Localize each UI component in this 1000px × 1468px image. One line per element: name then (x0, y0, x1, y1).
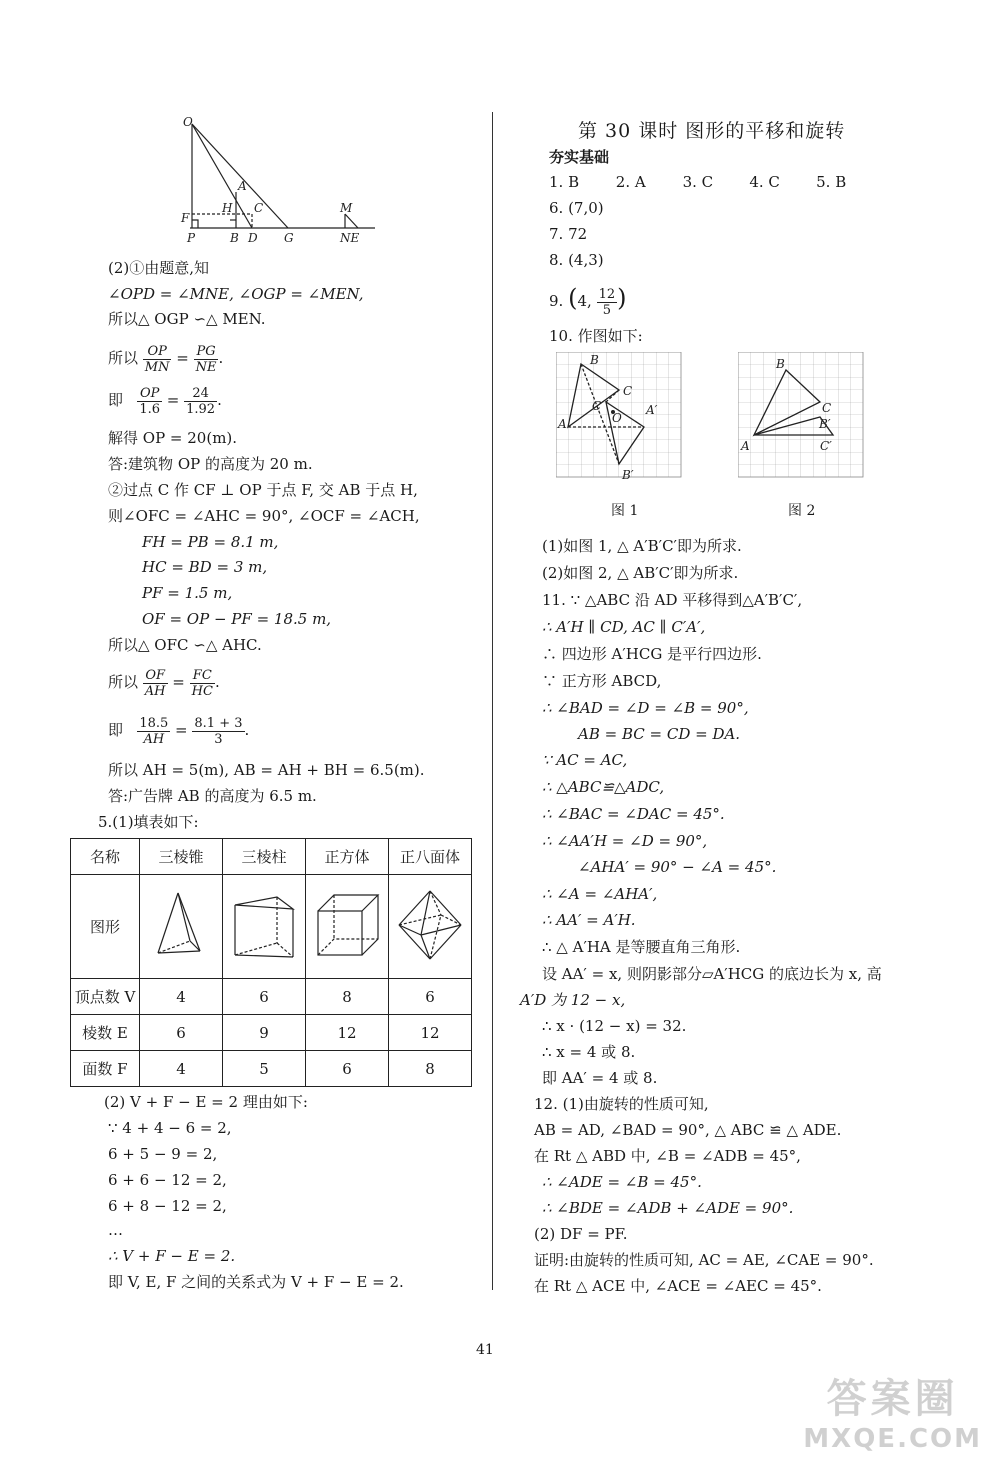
text-line: ∠AHA′ = 90° − ∠A = 45°. (578, 858, 777, 876)
text-line: ∴ △ABC≌△ADC, (542, 778, 665, 796)
label-b-prime: B′ (622, 468, 634, 482)
polyhedron-table (70, 838, 472, 1087)
label-h: H (222, 201, 233, 215)
text-line: (2)①由题意,知 (108, 259, 210, 277)
text-line: FH = PB = 8.1 m, (142, 533, 279, 551)
text-line: (2) DF = PF. (534, 1225, 628, 1243)
table-cell: 图形 (71, 875, 140, 979)
label-c-prime: C′ (820, 439, 832, 453)
text-line: 即 AA′ = 4 或 8. (542, 1069, 658, 1087)
triangular-pyramid-icon (146, 885, 216, 965)
fraction: $\frac{8.1 + 3}{3}$ (194, 715, 243, 747)
label-a: A (558, 417, 567, 431)
label-c-prime: C′ (592, 399, 604, 413)
answer-line: 7. 72 (549, 225, 588, 243)
text-line: 11. ∵ △ABC 沿 AD 平移得到△A′B′C′, (542, 591, 803, 609)
label-c: C (822, 401, 832, 415)
label-g: G (284, 231, 294, 245)
text-line: 即 V, E, F 之间的关系式为 V + F − E = 2. (108, 1273, 404, 1291)
section-heading: 夯实基础 (549, 148, 610, 166)
label-b-prime: B′ (819, 417, 831, 431)
shadow-geometry-figure (170, 110, 390, 250)
text-line: OF = OP − PF = 18.5 m, (142, 610, 332, 628)
column-divider (492, 112, 493, 1290)
label-d: D (248, 231, 258, 245)
answer-line: 9. (4, $\frac{12}{5}$ ) (549, 284, 627, 318)
rotation-figure-2 (738, 352, 866, 484)
pyramid-figure (140, 875, 223, 979)
text-line: ∴ ∠AA′H = ∠D = 90°, (542, 832, 708, 850)
label-a: A (741, 439, 750, 453)
table-cell: 6 (306, 1051, 389, 1087)
table-cell: 4 (140, 1051, 223, 1087)
table-cell: 5 (223, 1051, 306, 1087)
fraction: $\frac{OP}{MN}$ (144, 343, 170, 375)
text-line: 6 + 6 − 12 = 2, (108, 1171, 227, 1189)
label-a-prime: A′ (646, 403, 658, 417)
text-line: (2)如图 2, △ AB′C′即为所求. (542, 564, 739, 582)
text-line: AB = AD, ∠BAD = 90°, △ ABC ≌ △ ADE. (534, 1121, 842, 1139)
text-line: 则∠OFC = ∠AHC = 90°, ∠OCF = ∠ACH, (108, 507, 420, 525)
table-cell: 6 (389, 979, 472, 1015)
text-line: ∴ ∠ADE = ∠B = 45°. (542, 1173, 702, 1191)
fraction-line: 即 $\frac{OP}{1.6}$ = $\frac{24}{1.92}$ . (108, 385, 222, 417)
label-b: B (590, 353, 599, 367)
text-line: 答:广告牌 AB 的高度为 6.5 m. (108, 787, 317, 805)
text-line: ∴ △ A′HA 是等腰直角三角形. (542, 938, 741, 956)
text-line: 证明:由旋转的性质可知, AC = AE, ∠CAE = 90°. (534, 1251, 874, 1269)
text-line: ∴ ∠BAD = ∠D = ∠B = 90°, (542, 699, 749, 717)
fraction: $\frac{12}{5}$ (598, 286, 616, 318)
table-cell: 12 (306, 1015, 389, 1051)
table-header: 正八面体 (389, 839, 472, 875)
figure-caption: 图 1 (611, 503, 639, 519)
text-line: 在 Rt △ ABD 中, ∠B = ∠ADB = 45°, (534, 1147, 801, 1165)
table-header: 三棱柱 (223, 839, 306, 875)
text-line: ②过点 C 作 CF ⊥ OP 于点 F, 交 AB 于点 H, (108, 481, 418, 499)
lesson-heading: 第 30 课时 图形的平移和旋转 (578, 120, 846, 142)
table-row (71, 1051, 472, 1087)
text-line: ∴ x = 4 或 8. (542, 1043, 636, 1061)
text-line: 所以△ OGP ∽△ MEN. (108, 310, 266, 328)
text-line: A′D 为 12 − x, (520, 991, 626, 1009)
text-line: ∴ AA′ = A′H. (542, 911, 636, 929)
table-cell: 6 (140, 1015, 223, 1051)
table-cell: 棱数 E (71, 1015, 140, 1051)
table-row (71, 979, 472, 1015)
label-m: M (340, 201, 353, 215)
octahedron-figure (389, 875, 472, 979)
watermark-logo: 答案圈 MXQE.COM (803, 1376, 982, 1454)
table-header-row (71, 839, 472, 875)
text-line: 在 Rt △ ACE 中, ∠ACE = ∠AEC = 45°. (534, 1277, 822, 1295)
text-line: ∴ ∠A = ∠AHA′, (542, 885, 658, 903)
text-line: 所以 AH = 5(m), AB = AH + BH = 6.5(m). (108, 761, 425, 779)
page-number: 41 (476, 1342, 494, 1358)
text-line: (2) V + F − E = 2 理由如下: (104, 1093, 308, 1111)
fraction-line: 所以 $\frac{OP}{MN}$ = $\frac{PG}{NE}$ . (108, 343, 224, 375)
text-line: (1)如图 1, △ A′B′C′即为所求. (542, 537, 742, 555)
fraction: $\frac{18.5}{AH}$ (139, 715, 169, 747)
table-cell: 顶点数 V (71, 979, 140, 1015)
text-line: PF = 1.5 m, (142, 584, 233, 602)
label-p: P (187, 231, 196, 245)
table-cell: 12 (389, 1015, 472, 1051)
label-c: C (623, 384, 633, 398)
fraction: $\frac{OF}{AH}$ (144, 667, 166, 699)
table-header: 名称 (71, 839, 140, 875)
label-b: B (230, 231, 239, 245)
cube-icon (310, 885, 384, 965)
text-line: ∴ A′H ∥ CD, AC ∥ C′A′, (542, 618, 706, 636)
prism-figure (223, 875, 306, 979)
table-header: 三棱锥 (140, 839, 223, 875)
table-cell: 8 (306, 979, 389, 1015)
text-line: 答:建筑物 OP 的高度为 20 m. (108, 455, 313, 473)
table-cell: 4 (140, 979, 223, 1015)
text-line: … (108, 1221, 123, 1239)
text-line: ∴ V + F − E = 2. (108, 1247, 236, 1265)
text-line: 5.(1)填表如下: (98, 813, 199, 831)
table-header: 正方体 (306, 839, 389, 875)
fraction: $\frac{FC}{HC}$ (191, 667, 213, 699)
text-line: ∴ 四边形 A′HCG 是平行四边形. (542, 645, 762, 663)
text-line: ∵ 正方形 ABCD, (542, 672, 662, 690)
text-line: HC = BD = 3 m, (142, 558, 268, 576)
text-line: ∴ ∠BAC = ∠DAC = 45°. (542, 805, 725, 823)
text-line: ∴ ∠BDE = ∠ADB + ∠ADE = 90°. (542, 1199, 794, 1217)
text-line: 所以△ OFC ∽△ AHC. (108, 636, 262, 654)
text-line: ∠OPD = ∠MNE, ∠OGP = ∠MEN, (108, 285, 364, 303)
cube-figure (306, 875, 389, 979)
table-cell: 面数 F (71, 1051, 140, 1087)
octahedron-icon (393, 885, 467, 965)
fraction-line: 即 $\frac{18.5}{AH}$ = $\frac{8.1 + 3}{3}$ . (108, 715, 250, 747)
table-row (71, 1015, 472, 1051)
label-o: O (612, 411, 622, 425)
answer-line: 10. 作图如下: (549, 327, 643, 345)
answer-row: 1. B 2. A 3. C 4. C 5. B (549, 173, 847, 191)
table-cell: 6 (223, 979, 306, 1015)
text-line: 解得 OP = 20(m). (108, 429, 238, 447)
figure-caption: 图 2 (788, 503, 816, 519)
text-line: 设 AA′ = x, 则阴影部分▱A′HCG 的底边长为 x, 高 (542, 965, 882, 983)
table-cell: 8 (389, 1051, 472, 1087)
label-ne: NE (340, 231, 360, 245)
label-o: O (183, 115, 193, 129)
text-line: 12. (1)由旋转的性质可知, (534, 1095, 709, 1113)
fraction: $\frac{24}{1.92}$ (186, 385, 216, 417)
translation-figure-1 (556, 352, 694, 484)
fraction: $\frac{OP}{1.6}$ (139, 385, 161, 417)
fraction-line: 所以 $\frac{OF}{AH}$ = $\frac{FC}{HC}$ . (108, 667, 220, 699)
label-c: C (254, 201, 264, 215)
text-line: 6 + 5 − 9 = 2, (108, 1145, 218, 1163)
label-b: B (776, 357, 785, 371)
table-figure-row (71, 875, 472, 979)
table-cell: 9 (223, 1015, 306, 1051)
text-line: AB = BC = CD = DA. (578, 725, 741, 743)
text-line: 6 + 8 − 12 = 2, (108, 1197, 227, 1215)
label-f: F (181, 211, 190, 225)
text-line: ∵ AC = AC, (542, 751, 628, 769)
label-a: A (238, 179, 247, 193)
triangular-prism-icon (227, 885, 301, 965)
fraction: $\frac{PG}{NE}$ (195, 343, 217, 375)
text-line: ∴ x · (12 − x) = 32. (542, 1017, 687, 1035)
answer-line: 6. (7,0) (549, 199, 604, 217)
text-line: ∵ 4 + 4 − 6 = 2, (108, 1119, 232, 1137)
answer-line: 8. (4,3) (549, 251, 604, 269)
